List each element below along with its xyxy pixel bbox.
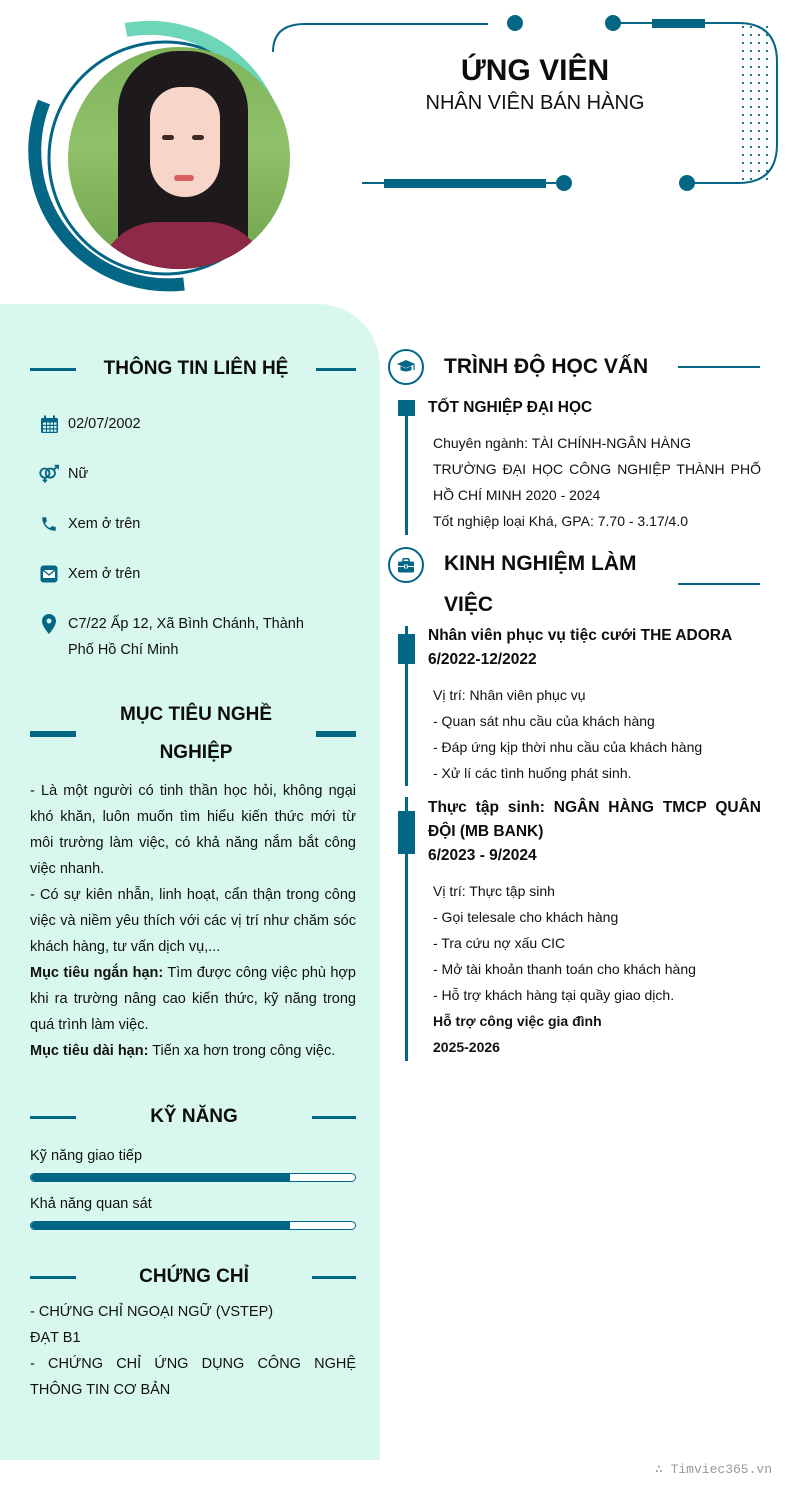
contact-gender bbox=[38, 461, 332, 487]
divider bbox=[312, 1116, 356, 1119]
experience-extra bbox=[433, 1034, 761, 1060]
phone-icon bbox=[38, 511, 60, 537]
divider bbox=[30, 368, 76, 371]
skills-section-title: KỸ NĂNG bbox=[150, 1106, 238, 1127]
experience-line: Vị trí: Thực tập sinh bbox=[433, 883, 555, 899]
education-section-header bbox=[386, 349, 760, 389]
address-value: C7/22 Ấp 12, Xã Bình Chánh, Thành Phố Hồ Chí Minh bbox=[68, 616, 304, 658]
long-term-label: Mục tiêu dài hạn: bbox=[30, 1043, 149, 1059]
graduation-cap-icon bbox=[388, 349, 424, 385]
experience-details bbox=[428, 682, 761, 786]
gender-icon bbox=[38, 461, 60, 487]
short-term-label: Mục tiêu ngắn hạn: bbox=[30, 965, 164, 981]
education-line: TRƯỜNG ĐẠI HỌC CÔNG NGHIỆP THÀNH PHỐ HỒ CHÍ MINH 2020 - 2024 bbox=[433, 461, 761, 503]
objective-text bbox=[30, 778, 356, 1064]
gender-value: Nữ bbox=[68, 466, 89, 482]
objective-short-term bbox=[30, 960, 356, 1038]
experience-line: - Đáp ứng kịp thời nhu cầu của khách hàng bbox=[433, 739, 703, 755]
objective-section-header bbox=[30, 696, 356, 772]
watermark: ∴ Timviec365.vn bbox=[654, 1462, 772, 1477]
education-details bbox=[428, 430, 761, 534]
contact-section-header bbox=[30, 350, 356, 388]
skill-progress-fill bbox=[31, 1222, 290, 1229]
certificate-line: - CHỨNG CHỈ NGOẠI NGỮ (VSTEP) bbox=[30, 1304, 274, 1320]
experience-period: 6/2022-12/2022 bbox=[428, 651, 537, 668]
objective-paragraph: - Là một người có tinh thần học hỏi, không ngại khó khăn, luôn muốn tìm hiểu kiến thức mới từ môi trường làm việc, có khả năng nắm bắt công việc nhanh. bbox=[30, 783, 356, 877]
birthdate-value: 02/07/2002 bbox=[68, 416, 141, 432]
skills-section-header bbox=[30, 1098, 356, 1136]
experience-extra bbox=[433, 1008, 761, 1034]
email-value: Xem ở trên bbox=[68, 566, 141, 582]
experience-section-title-line1: KINH NGHIỆM LÀM bbox=[444, 552, 637, 575]
experience-line: - Hỗ trợ khách hàng tại quầy giao dịch. bbox=[433, 987, 675, 1003]
education-line: Tốt nghiệp loại Khá, GPA: 7.70 - 3.17/4.0 bbox=[433, 513, 689, 529]
experience-title: Nhân viên phục vụ tiệc cưới THE ADORA bbox=[428, 627, 733, 644]
skill-item bbox=[30, 1193, 356, 1230]
experience-line: - Xử lí các tình huống phát sinh. bbox=[433, 765, 632, 781]
divider bbox=[678, 366, 760, 368]
divider bbox=[30, 731, 76, 737]
objective-title-line2: NGHIỆP bbox=[159, 742, 233, 763]
long-term-text: Tiến xa hơn trong công việc. bbox=[148, 1043, 336, 1059]
skill-progress-bar bbox=[30, 1173, 356, 1182]
divider bbox=[30, 1116, 76, 1119]
education-section-title: TRÌNH ĐỘ HỌC VẤN bbox=[444, 355, 649, 378]
experience-line: - Mở tài khoản thanh toán cho khách hàng bbox=[433, 961, 696, 977]
education-entry bbox=[428, 396, 761, 534]
location-icon bbox=[38, 611, 60, 637]
skill-item bbox=[30, 1145, 356, 1182]
divider bbox=[312, 1276, 356, 1279]
skill-name: Khả năng quan sát bbox=[30, 1196, 152, 1212]
experience-line: Vị trí: Nhân viên phục vụ bbox=[433, 687, 586, 703]
experience-line: - Quan sát nhu cầu của khách hàng bbox=[433, 713, 655, 729]
extra-period: 2025-2026 bbox=[433, 1039, 500, 1055]
avatar-frame bbox=[14, 14, 300, 300]
avatar-photo bbox=[68, 47, 290, 269]
objective-section-title bbox=[76, 696, 316, 772]
timeline-marker bbox=[398, 400, 415, 416]
certificates-section-header bbox=[30, 1258, 356, 1296]
experience-details bbox=[428, 878, 761, 1060]
divider bbox=[316, 731, 356, 737]
contact-phone bbox=[38, 511, 332, 537]
phone-value: Xem ở trên bbox=[68, 516, 141, 532]
timeline-marker bbox=[398, 634, 415, 664]
objective-long-term bbox=[30, 1038, 356, 1064]
certificates-list bbox=[30, 1299, 356, 1403]
contact-section-title: THÔNG TIN LIÊN HỆ bbox=[103, 358, 289, 379]
timeline-marker bbox=[398, 811, 415, 854]
experience-section-title-line2: VIỆC bbox=[444, 593, 494, 616]
contact-email bbox=[38, 561, 332, 587]
objective-paragraph: - Có sự kiên nhẫn, linh hoạt, cẩn thận trong công việc và niềm yêu thích với các vị trí như chăm sóc khách hàng, tư vấn dịch vụ,... bbox=[30, 887, 356, 955]
briefcase-icon bbox=[388, 547, 424, 583]
objective-title-line1: MỤC TIÊU NGHỀ bbox=[120, 704, 272, 725]
experience-entry bbox=[428, 624, 761, 786]
experience-line: - Gọi telesale cho khách hàng bbox=[433, 909, 619, 925]
experience-entry bbox=[428, 796, 761, 1060]
certificate-line: - CHỨNG CHỈ ỨNG DỤNG CÔNG NGHỆ THÔNG TIN CƠ BẢN bbox=[30, 1356, 356, 1398]
calendar-icon bbox=[38, 411, 60, 437]
certificate-line: ĐẠT B1 bbox=[30, 1330, 81, 1346]
divider bbox=[678, 583, 760, 585]
short-term-text: Tìm được công việc phù hợp khi ra trường nâng cao kiến thức, kỹ năng trong quá trình làm việc. bbox=[30, 965, 356, 1033]
cv-header bbox=[0, 0, 800, 300]
skill-progress-fill bbox=[31, 1174, 290, 1181]
skill-progress-bar bbox=[30, 1221, 356, 1230]
education-title: TỐT NGHIỆP ĐẠI HỌC bbox=[428, 399, 593, 416]
experience-section-header bbox=[386, 547, 760, 627]
education-timeline bbox=[405, 400, 408, 535]
certificates-section-title: CHỨNG CHỈ bbox=[139, 1266, 249, 1287]
contact-birthdate bbox=[38, 411, 332, 437]
candidate-name: ỨNG VIÊN bbox=[460, 54, 610, 87]
skill-name: Kỹ năng giao tiếp bbox=[30, 1148, 143, 1164]
contact-address bbox=[38, 611, 332, 663]
divider bbox=[30, 1276, 76, 1279]
job-title: NHÂN VIÊN BÁN HÀNG bbox=[425, 92, 645, 114]
title-block bbox=[380, 52, 690, 116]
experience-period: 6/2023 - 9/2024 bbox=[428, 847, 537, 864]
education-line: Chuyên ngành: TÀI CHÍNH-NGÂN HÀNG bbox=[433, 435, 692, 451]
experience-title: Thực tập sinh: NGÂN HÀNG TMCP QUÂN ĐỘI (MB BANK) bbox=[428, 799, 761, 840]
divider bbox=[316, 368, 356, 371]
experience-line: - Tra cứu nợ xấu CIC bbox=[433, 935, 566, 951]
email-icon bbox=[38, 561, 60, 587]
extra-title: Hỗ trợ công việc gia đình bbox=[433, 1013, 602, 1029]
